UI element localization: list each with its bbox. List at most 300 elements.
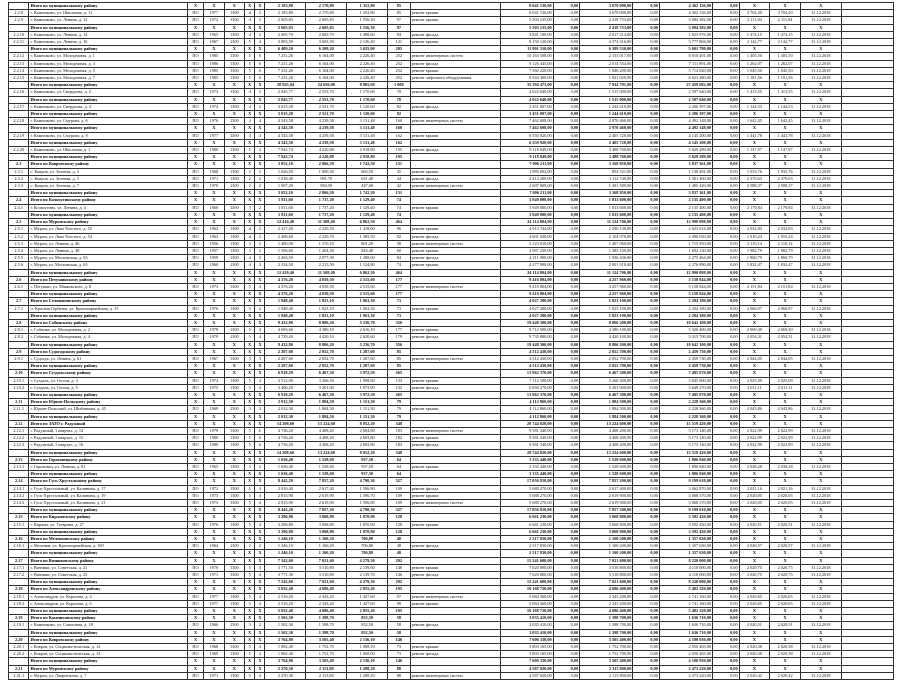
table-cell: 0,00 <box>713 154 740 161</box>
table-cell: 0,00 <box>633 60 660 67</box>
table-cell: X <box>187 363 203 370</box>
table-cell: 1 948,40 <box>265 312 306 319</box>
table-cell: X <box>770 219 801 226</box>
table-cell: X <box>245 219 255 226</box>
table-cell: 0,00 <box>553 622 580 629</box>
table-cell: 0,00 <box>633 10 660 17</box>
table-row <box>9 67 894 74</box>
table-cell <box>841 75 893 82</box>
table-cell: 2.18.2 <box>9 600 29 607</box>
table-cell: 1 181,56 <box>739 75 770 82</box>
table-cell: 0,00 <box>633 24 660 31</box>
table-cell: 5 482 320,00 <box>659 608 712 615</box>
table-cell: 0,00 <box>553 219 580 226</box>
table-cell: 2.2.16 <box>9 89 29 96</box>
table-cell: X <box>187 190 203 197</box>
table-cell: 0,00 <box>553 276 580 283</box>
table-cell: 2 515,60 <box>347 283 388 290</box>
table-cell: 0,00 <box>633 348 660 355</box>
table-cell: X <box>245 370 255 377</box>
table-cell: 183 <box>388 442 410 449</box>
table-cell: 4 <box>245 255 255 262</box>
table-row <box>9 226 894 233</box>
table-cell: 0,00 <box>553 240 580 247</box>
table-cell: 24 114 804,00 <box>500 269 553 276</box>
table-cell: X <box>224 197 244 204</box>
table-cell: Итого по муниципальному району <box>29 413 187 420</box>
table-cell: 5 503 135,00 <box>500 17 553 24</box>
table-cell: 1 933,76 <box>770 168 801 175</box>
table-cell: 2 741 160,00 <box>659 593 712 600</box>
table-cell: 195 <box>388 586 410 593</box>
table-cell: 2 <box>255 543 265 550</box>
table-cell: 2 810,40 <box>265 485 306 492</box>
table-cell: 0,00 <box>633 355 660 362</box>
table-cell: 58 <box>388 622 410 629</box>
table-cell: 4 027 280,00 <box>500 312 553 319</box>
table-cell: ПО <box>187 427 203 434</box>
table-cell: 2.13.1 <box>9 464 29 471</box>
table-cell: X <box>800 636 841 643</box>
table-cell: 0,00 <box>633 622 660 629</box>
table-cell: 1 973,90 <box>347 384 388 391</box>
table-cell: X <box>204 3 224 10</box>
table-cell: 10 642 100,00 <box>659 341 712 348</box>
table-cell: 0,00 <box>713 492 740 499</box>
table-cell: ПО <box>187 262 203 269</box>
table-cell: 0,00 <box>553 363 580 370</box>
table-cell: 4 145 200,00 <box>659 139 712 146</box>
table-cell: X <box>255 514 265 521</box>
table-cell: 3 <box>255 255 265 262</box>
table-cell <box>9 579 29 586</box>
table-cell: 447,60 <box>347 183 388 190</box>
table-cell: 132 <box>388 384 410 391</box>
table-cell: 0,00 <box>713 658 740 665</box>
table-cell: 5 <box>245 327 255 334</box>
table-cell: 2.5.4 <box>9 247 29 254</box>
table-cell: X <box>187 586 203 593</box>
table-cell: 1 160,20 <box>306 550 347 557</box>
table-cell: 5 084 360,00 <box>500 600 553 607</box>
table-cell: X <box>224 586 244 593</box>
table-cell: 0,00 <box>553 550 580 557</box>
table-cell: 0,00 <box>553 262 580 269</box>
table-cell: 356 <box>388 341 410 348</box>
table-cell: 17 056 810,00 <box>500 478 553 485</box>
table-cell: 6 <box>255 60 265 67</box>
table-cell: X <box>224 139 244 146</box>
table-cell: 4 145 200,00 <box>659 132 712 139</box>
table-cell: 4 736,20 <box>265 442 306 449</box>
table-row <box>9 550 894 557</box>
table-cell: 4 <box>245 89 255 96</box>
table-cell: 2 014 554,00 <box>580 60 633 67</box>
table-cell: 2 020,75 <box>770 572 801 579</box>
table-cell: 2.18 <box>9 586 29 593</box>
table-cell: 4 110 000,00 <box>659 564 712 571</box>
table-cell: ПО <box>187 377 203 384</box>
table-cell <box>841 247 893 254</box>
table-cell: 2 179,84 <box>739 204 770 211</box>
table-cell: X <box>204 391 224 398</box>
table-row <box>9 658 894 665</box>
table-cell: X <box>187 449 203 456</box>
table-cell: 6 918,20 <box>265 391 306 398</box>
table-cell: 4 408 200,00 <box>580 442 633 449</box>
table-cell: X <box>739 312 770 319</box>
table-cell: 8 041 136,00 <box>500 10 553 17</box>
table-cell: X <box>204 456 224 463</box>
table-cell: X <box>187 341 203 348</box>
table-cell <box>410 363 500 370</box>
table-cell: 3 845 800,00 <box>659 377 712 384</box>
table-cell: 1 357 630,00 <box>659 536 712 543</box>
table-cell: 2 135 400,00 <box>659 197 712 204</box>
table-cell <box>410 298 500 305</box>
table-cell: ремонт инженерных систем <box>410 118 500 125</box>
table-cell: 0,00 <box>553 528 580 535</box>
table-cell: 1 737,20 <box>306 211 347 218</box>
table-cell: X <box>739 471 770 478</box>
table-cell: Итого по Ковровскому району <box>29 161 187 168</box>
table-cell: 8 041 136,00 <box>500 3 553 10</box>
table-row <box>9 406 894 413</box>
table-cell: X <box>770 586 801 593</box>
table-cell: 74 <box>388 204 410 211</box>
table-cell: 2 012,30 <box>265 413 306 420</box>
table-cell: 4 239,58 <box>306 132 347 139</box>
table-cell: X <box>770 298 801 305</box>
table-cell: 2.3.2 <box>9 175 29 182</box>
table-cell: 2.3.1 <box>9 168 29 175</box>
table-cell: X <box>204 197 224 204</box>
table-cell: 98 <box>388 600 410 607</box>
table-cell: ПО <box>187 147 203 154</box>
table-cell: 0,00 <box>633 125 660 132</box>
table-cell: X <box>204 658 224 665</box>
table-cell: 85 <box>388 348 410 355</box>
table-cell: 1300 <box>224 103 244 110</box>
table-cell: 0,00 <box>633 168 660 175</box>
table-cell: X <box>255 449 265 456</box>
table-cell: 0,00 <box>633 334 660 341</box>
table-cell: X <box>739 291 770 298</box>
table-cell: 1 882,40 <box>265 644 306 651</box>
table-cell: 0,00 <box>713 355 740 362</box>
table-cell: X <box>800 456 841 463</box>
table-cell: 4 <box>255 492 265 499</box>
table-cell: г. Ковров, ул. Социалистическая, д. 12 <box>29 644 187 651</box>
table-cell: 0,00 <box>713 629 740 636</box>
table-cell: 131 <box>388 161 410 168</box>
table-cell: X <box>187 391 203 398</box>
table-row <box>9 233 894 240</box>
table-cell: X <box>204 82 224 89</box>
table-cell <box>841 363 893 370</box>
table-cell: 0,00 <box>633 312 660 319</box>
table-cell: 1 068,10 <box>347 644 388 651</box>
table-cell: 31.12.2018 <box>800 593 841 600</box>
table-cell: 1974 <box>204 377 224 384</box>
table-cell: 4 <box>245 233 255 240</box>
table-row <box>9 528 894 535</box>
table-cell: X <box>224 269 244 276</box>
table-cell: 0,00 <box>633 471 660 478</box>
table-cell: 1 921 020,00 <box>580 75 633 82</box>
table-row <box>9 240 894 247</box>
table-cell: 8 052,20 <box>347 449 388 456</box>
table-row <box>9 557 894 564</box>
table-cell: 2.2.19 <box>9 132 29 139</box>
table-cell: ПО <box>187 672 203 679</box>
table-cell: X <box>204 615 224 622</box>
table-cell: X <box>187 536 203 543</box>
table-cell: 0,00 <box>553 168 580 175</box>
table-cell: 0,00 <box>633 528 660 535</box>
table-cell: 2 605,70 <box>265 31 306 38</box>
table-cell: X <box>187 399 203 406</box>
table-cell: 0,00 <box>553 464 580 471</box>
table-cell: 1 813 600,00 <box>580 211 633 218</box>
table-cell: 5 <box>245 427 255 434</box>
table-cell: 1 884,50 <box>306 413 347 420</box>
table-cell: 2 <box>255 247 265 254</box>
table-cell: 0,00 <box>553 305 580 312</box>
table-cell: 3 488 760,00 <box>580 154 633 161</box>
table-cell: 2 507 640,00 <box>659 89 712 96</box>
table-cell: 1 806 840,00 <box>659 456 712 463</box>
table-row <box>9 291 894 298</box>
table-cell: 2 142,77 <box>770 39 801 46</box>
table-cell <box>841 132 893 139</box>
table-cell <box>841 211 893 218</box>
table-cell: 3 505 400,00 <box>580 636 633 643</box>
table-cell: 0,00 <box>713 622 740 629</box>
table-cell: 0,00 <box>633 644 660 651</box>
table-cell: 0,00 <box>713 111 740 118</box>
table-cell: г. Камешково, ул. Молодежная, д. 1 <box>29 53 187 60</box>
table-cell: 2 111,84 <box>770 17 801 24</box>
table-cell: 0,00 <box>633 175 660 182</box>
table-cell: 4 686,40 <box>306 608 347 615</box>
table-cell: X <box>187 197 203 204</box>
table-cell: 2 918,80 <box>347 154 388 161</box>
table-row <box>9 348 894 355</box>
table-cell: 2 605,70 <box>306 31 347 38</box>
table-row <box>9 190 894 197</box>
table-cell: 1960 <box>204 262 224 269</box>
table-cell: 4 <box>255 500 265 507</box>
table-cell: 0,00 <box>553 384 580 391</box>
table-cell: 128 <box>388 514 410 521</box>
table-cell: 3 052,10 <box>265 161 306 168</box>
table-cell: 2 020,05 <box>739 492 770 499</box>
table-cell <box>841 204 893 211</box>
table-cell: 2 515,60 <box>347 276 388 283</box>
table-cell: X <box>187 3 203 10</box>
table-cell: X <box>739 608 770 615</box>
table-row <box>9 363 894 370</box>
table-cell: 73 <box>388 651 410 658</box>
table-cell: 2 459 730,00 <box>659 355 712 362</box>
table-cell: 9 118 049,00 <box>500 154 553 161</box>
table-cell: 0,00 <box>633 190 660 197</box>
table-cell: Итого по муниципальному району <box>29 190 187 197</box>
table-cell: г. Камешково, ул. Молодежная, д. 5 <box>29 67 187 74</box>
table-cell: 0,00 <box>553 10 580 17</box>
table-cell: X <box>187 557 203 564</box>
table-cell: 1 636,40 <box>265 456 306 463</box>
table-cell: 0,00 <box>633 147 660 154</box>
table-cell: 2 020,51 <box>739 521 770 528</box>
table-cell: 8 150 120,00 <box>500 39 553 46</box>
table-cell: 2.17 <box>9 557 29 564</box>
table-cell: 1300 <box>224 377 244 384</box>
table-cell: 3 <box>245 622 255 629</box>
table-cell: 0,00 <box>713 46 740 53</box>
table-cell: 2 343 200,00 <box>580 593 633 600</box>
table-cell: 0,00 <box>553 233 580 240</box>
table-cell: X <box>800 291 841 298</box>
table-cell: X <box>255 615 265 622</box>
table-cell: 6 467 300,00 <box>580 370 633 377</box>
table-cell: 0,00 <box>553 211 580 218</box>
table-cell: 3 052,10 <box>265 190 306 197</box>
table-cell: 1 352,80 <box>347 10 388 17</box>
table-cell: 2 012,30 <box>265 399 306 406</box>
table-cell <box>9 312 29 319</box>
table-cell: 2 617,40 <box>306 485 347 492</box>
table-cell: 0,00 <box>633 96 660 103</box>
table-cell: ПО <box>187 233 203 240</box>
table-cell: X <box>800 139 841 146</box>
table-cell: 2 054,31 <box>770 334 801 341</box>
table-cell: 0,00 <box>713 197 740 204</box>
table-cell: X <box>224 449 244 456</box>
table-row <box>9 399 894 406</box>
table-cell: 2 <box>245 168 255 175</box>
table-cell: 3 068 800,00 <box>580 528 633 535</box>
table-cell: X <box>739 139 770 146</box>
table-cell: 4 <box>255 118 265 125</box>
table-cell: X <box>800 211 841 218</box>
table-cell: 11 124 706,00 <box>580 219 633 226</box>
table-cell: X <box>187 514 203 521</box>
table-row <box>9 442 894 449</box>
table-cell: 2.7.1 <box>9 305 29 312</box>
table-cell: 4 <box>245 262 255 269</box>
table-cell: 3 <box>245 240 255 247</box>
table-cell: X <box>800 528 841 535</box>
table-cell <box>841 103 893 110</box>
table-cell: 2 270,30 <box>265 665 306 672</box>
table-cell: X <box>739 665 770 672</box>
table-cell: 84 <box>388 31 410 38</box>
table-cell: 15 519 420,00 <box>659 420 712 427</box>
table-cell: 97 <box>388 17 410 24</box>
table-cell: 13 224,60 <box>306 449 347 456</box>
table-cell: X <box>187 96 203 103</box>
table-cell <box>410 125 500 132</box>
table-cell: 1300 <box>224 53 244 60</box>
table-cell: 0,00 <box>713 413 740 420</box>
table-cell: г. Кольчугино, ул. Ленина, д. 4 <box>29 204 187 211</box>
table-cell: X <box>204 125 224 132</box>
table-cell: 2 052 700,00 <box>580 355 633 362</box>
table-cell: 0,00 <box>553 204 580 211</box>
table-cell <box>410 111 500 118</box>
table-cell: 0,00 <box>633 636 660 643</box>
table-cell: ремонт крыши <box>410 226 500 233</box>
table-cell <box>410 536 500 543</box>
table-cell: 0,00 <box>713 60 740 67</box>
table-cell: 0,00 <box>713 528 740 535</box>
table-cell: 1 124,80 <box>347 262 388 269</box>
table-cell: 8 442,20 <box>265 507 306 514</box>
table-cell: 4 239,58 <box>306 118 347 125</box>
table-cell: 0,00 <box>713 226 740 233</box>
table-cell: ремонт инженерных систем <box>410 500 500 507</box>
table-row <box>9 420 894 427</box>
table-cell: 1969 <box>204 651 224 658</box>
table-cell: 1976 <box>204 521 224 528</box>
table-cell: 19 448 300,00 <box>500 319 553 326</box>
table-cell: X <box>204 319 224 326</box>
table-cell: 3 <box>255 10 265 17</box>
table-cell: 1 129,40 <box>347 211 388 218</box>
table-cell: X <box>739 514 770 521</box>
table-cell: X <box>245 456 255 463</box>
table-cell <box>841 384 893 391</box>
table-cell <box>9 608 29 615</box>
table-cell: 1 063,30 <box>347 305 388 312</box>
table-cell: г. Камешково, ул. Совхозная, д. 18 <box>29 622 187 629</box>
table-cell: 1 181,56 <box>770 75 801 82</box>
table-cell: 2 020,57 <box>770 543 801 550</box>
table-cell: 31.12.2018 <box>800 427 841 434</box>
table-cell: 2 020,38 <box>739 651 770 658</box>
table-cell: 1 008 <box>388 82 410 89</box>
table-cell: 0,00 <box>633 672 660 679</box>
table-cell: 2 020,75 <box>739 572 770 579</box>
table-cell: 4 022 640,00 <box>500 89 553 96</box>
table-cell <box>841 543 893 550</box>
table-row <box>9 427 894 434</box>
table-cell: Итого по муниципальному району <box>29 125 187 132</box>
table-cell: 1 636,40 <box>265 471 306 478</box>
table-cell: 0,00 <box>553 564 580 571</box>
table-cell: 64 <box>388 456 410 463</box>
table-cell <box>841 327 893 334</box>
table-cell: 3 <box>255 226 265 233</box>
table-cell: Итого по Меленковскому району <box>29 536 187 543</box>
table-cell: 0,00 <box>713 233 740 240</box>
table-cell: 2.4 <box>9 197 29 204</box>
table-cell: 2.20.2 <box>9 651 29 658</box>
table-cell: 3 <box>245 247 255 254</box>
table-cell: 0,00 <box>713 24 740 31</box>
table-cell: X <box>204 348 224 355</box>
table-cell: 28 925,04 <box>265 82 306 89</box>
table-cell: 3 <box>255 89 265 96</box>
table-cell: 11 124 706,00 <box>580 269 633 276</box>
table-cell: 0,00 <box>553 507 580 514</box>
table-cell: 2 683,80 <box>347 435 388 442</box>
table-cell: X <box>224 125 244 132</box>
table-cell: 2.16.1 <box>9 543 29 550</box>
table-cell: 9 199 610,00 <box>659 478 712 485</box>
